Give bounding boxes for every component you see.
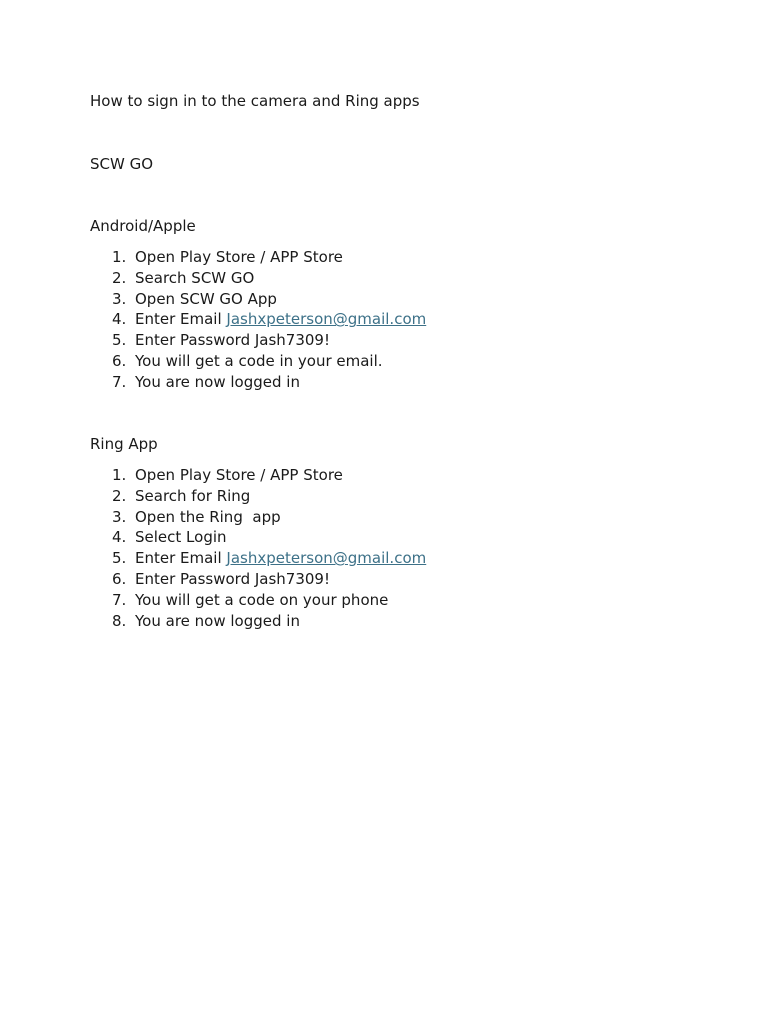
list-item-text: You will get a code in your email.	[135, 351, 383, 370]
list-item-number: 7.	[112, 372, 127, 391]
list-item-text: Enter Password Jash7309!	[135, 331, 330, 350]
list-item-number: 1.	[112, 466, 127, 484]
list-item-text: Enter Email Jashxpeterson@gmail.com	[135, 549, 427, 568]
section-heading-ring-app: Ring App	[90, 435, 158, 453]
list-item-text: Search SCW GO	[135, 268, 255, 287]
list-item-text: Select Login	[135, 528, 227, 547]
email-link[interactable]: Jashxpeterson@gmail.com	[226, 549, 427, 568]
list-item-number: 7.	[112, 590, 127, 609]
list-item-number: 2.	[112, 268, 127, 287]
list-item-number: 3.	[112, 507, 127, 526]
list-item-text: Open SCW GO App	[135, 289, 277, 308]
list-item-number: 5.	[112, 331, 127, 350]
list-item-number: 5.	[112, 549, 127, 568]
list-item-number: 1.	[112, 248, 127, 266]
section-subheading-android-apple: Android/Apple	[90, 217, 196, 235]
list-item-text: Open Play Store / APP Store	[135, 466, 343, 484]
list-item-number: 8.	[112, 611, 127, 630]
list-item-text: You will get a code on your phone	[135, 590, 389, 609]
list-item-text: Search for Ring	[135, 486, 251, 505]
document-title: How to sign in to the camera and Ring apps	[90, 92, 420, 110]
list-item-number: 4.	[112, 310, 127, 329]
list-item-text: Enter Password Jash7309!	[135, 569, 330, 588]
list-item-number: 2.	[112, 486, 127, 505]
list-item-number: 4.	[112, 528, 127, 547]
list-item-number: 6.	[112, 351, 127, 370]
email-link[interactable]: Jashxpeterson@gmail.com	[226, 310, 427, 329]
list-item-text: You are now logged in	[135, 611, 300, 630]
list-item-text: Enter Email Jashxpeterson@gmail.com	[135, 310, 427, 329]
section-heading-scw-go: SCW GO	[90, 155, 154, 173]
list-item-text: Open Play Store / APP Store	[135, 248, 343, 266]
list-item-text: Open the Ring app	[135, 507, 281, 526]
list-item-number: 3.	[112, 289, 127, 308]
list-item-text: You are now logged in	[135, 372, 300, 391]
list-item-number: 6.	[112, 569, 127, 588]
